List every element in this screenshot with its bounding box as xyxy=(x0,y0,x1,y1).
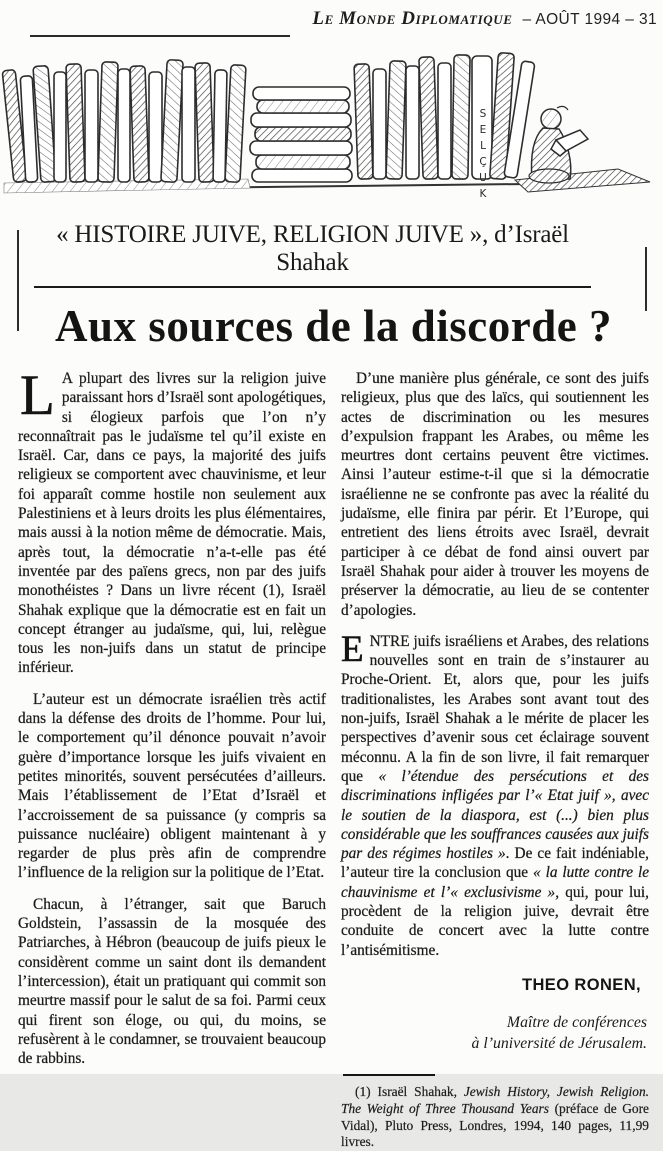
paragraph-5 xyxy=(341,628,649,960)
reading-figure-drawing xyxy=(529,106,588,183)
author-name: THEO RONEN, xyxy=(522,975,641,994)
dropcap-letter: L xyxy=(20,364,55,427)
footnote-post: (préface de Gore Vidal), Pluto Press, Londres, 1994, 140 pages, 11,99 livres. xyxy=(341,1100,649,1150)
footnote xyxy=(341,1074,649,1151)
header-rule xyxy=(30,35,290,37)
issue-date-page: – AOÛT 1994 – 31 xyxy=(522,11,657,28)
footnote-rule xyxy=(343,1074,435,1076)
kicker-headline: « HISTOIRE JUIVE, RELIGION JUIVE », d’Israël Shahak xyxy=(34,219,591,288)
books-illustration xyxy=(0,42,663,205)
article-body xyxy=(0,364,663,1151)
author-role-line2: à l’université de Jérusalem. xyxy=(471,1034,647,1052)
paragraph-4: D’une manière plus générale, ce sont des juifs religieux, plus que des laïcs, qui soutiennent les actes de discrimination ou les mesures d’expulsion frappant les Arabes, ou même les meurtres dont certains peuvent être victimes. Ainsi l’auteur estime-t-il que si la démocratie israélienne ne se confronte pas avec la réalité du judaïsme, elle finira par périr. Et l’Europe, qui entretient des liens étroits avec Israël, devrait participer à ce débat de fond ainsi ouvert par Israël Shahak pour aider à trouver les moyens de préserver la démocratie, au lieu de se contenter d’apologies. xyxy=(341,370,649,619)
paragraph-1-text: A plupart des livres sur la religion juive paraissant hors d’Israël sont apologétiques, si élogieux parfois que l’on n’y reconnaîtrait pas le judaïsme tel qu’il existe en Israël. Car, dans ce pays, la majorité des juifs religieux se comportent avec chauvinisme, et leur foi apparaît comme hostile non seulement aux Palestiniens et à leurs droits les plus élémentaires, mais aussi à la notion même de démocratie. Mais, après tout, la démocratie n’a-t-elle pas été inventée par des païens grecs, non par des juifs monothéistes ? Dans un livre récent (1), Israël Shahak explique que la démocratie est en fait un concept étranger au judaïsme, qui, lui, relègue tous les non-juifs dans un statut de principe inférieur. xyxy=(18,370,326,677)
column-1 xyxy=(18,364,326,1151)
paragraph-5-lead: NTRE juifs israéliens et Arabes, des relations nouvelles sont en train de s’instaurer au Proche-Orient. Et, alors que, pour les juifs traditionalistes, les Arabes sont avant tout des non-juifs, Israël Shahak a le mérite de placer les perspectives d’avenir sous cet éclairage souvent méconnu. A la fin de son livre, il fait remarquer que xyxy=(341,632,649,785)
books-drawing xyxy=(0,42,663,205)
footnote-text xyxy=(341,1084,649,1151)
footnote-book-title: Jewish History, Jewish Religion. The Weight of Three Thousand Years xyxy=(341,1083,649,1116)
paragraph-3: Chacun, à l’étranger, sait que Baruch Goldstein, l’assassin de la mosquée des Patriarches, à Hébron (beaucoup de juifs pieux le considèrent comme un saint dont ils demandent l’intercession), était un pratiquant qui commit son meurtre massif pour le salut de sa foi. Parmi ceux qui firent son éloge, ou qui, du moins, se refusèrent à le condamner, se trouvaient beaucoup de rabbins. xyxy=(18,895,326,1068)
author-role xyxy=(341,1012,647,1054)
page-header xyxy=(0,0,663,42)
paragraph-5-tail: , qui, pour lui, procèdent de la religion juive, devrait être conduite de concert avec la lutte contre l’antisémitisme. xyxy=(341,883,649,959)
paragraph-1 xyxy=(18,364,326,678)
article-title: Aux sources de la discorde ? xyxy=(55,301,612,351)
column-2 xyxy=(341,369,649,1151)
header-text xyxy=(312,8,657,30)
journal-name: Le Monde Diplomatique xyxy=(312,8,513,29)
book-quote-1: « l’étendue des persécutions et des discriminations infligées par l’« Etat juif », avec le soutien de la diaspora, est (...) bien plus considérable que les souffrances causées aux juifs par des régimes hostiles » xyxy=(341,767,649,863)
author-role-line1: Maître de conférences xyxy=(506,1013,647,1031)
book-quote-2: « la lutte contre le chauvinisme et l’« exclusivisme » xyxy=(341,864,649,901)
footnote-pre: (1) Israël Shahak, xyxy=(355,1083,464,1099)
headline-block xyxy=(18,219,649,352)
dropcap-letter: E xyxy=(341,628,364,670)
paragraph-5-mid: . De ce fait indéniable, l’auteur tire la conclusion que xyxy=(341,845,649,882)
illustrator-signature: SELÇUK xyxy=(477,108,489,204)
paragraph-2: L’auteur est un démocrate israélien très actif dans la défense des droits de l’homme. Pour lui, le comportement qu’il dénonce pouvait n’avoir guère d’importance lorsque les juifs vivaient en petites minorités, souvent persécutées d’ailleurs. Mais l’établissement de l’Etat d’Israël et l’accroissement de sa puissance (y compris sa puissance nucléaire) obligent maintenant à y regarder de plus près afin de comprendre l’influence de la religion sur la politique de l’Etat. xyxy=(18,690,326,882)
